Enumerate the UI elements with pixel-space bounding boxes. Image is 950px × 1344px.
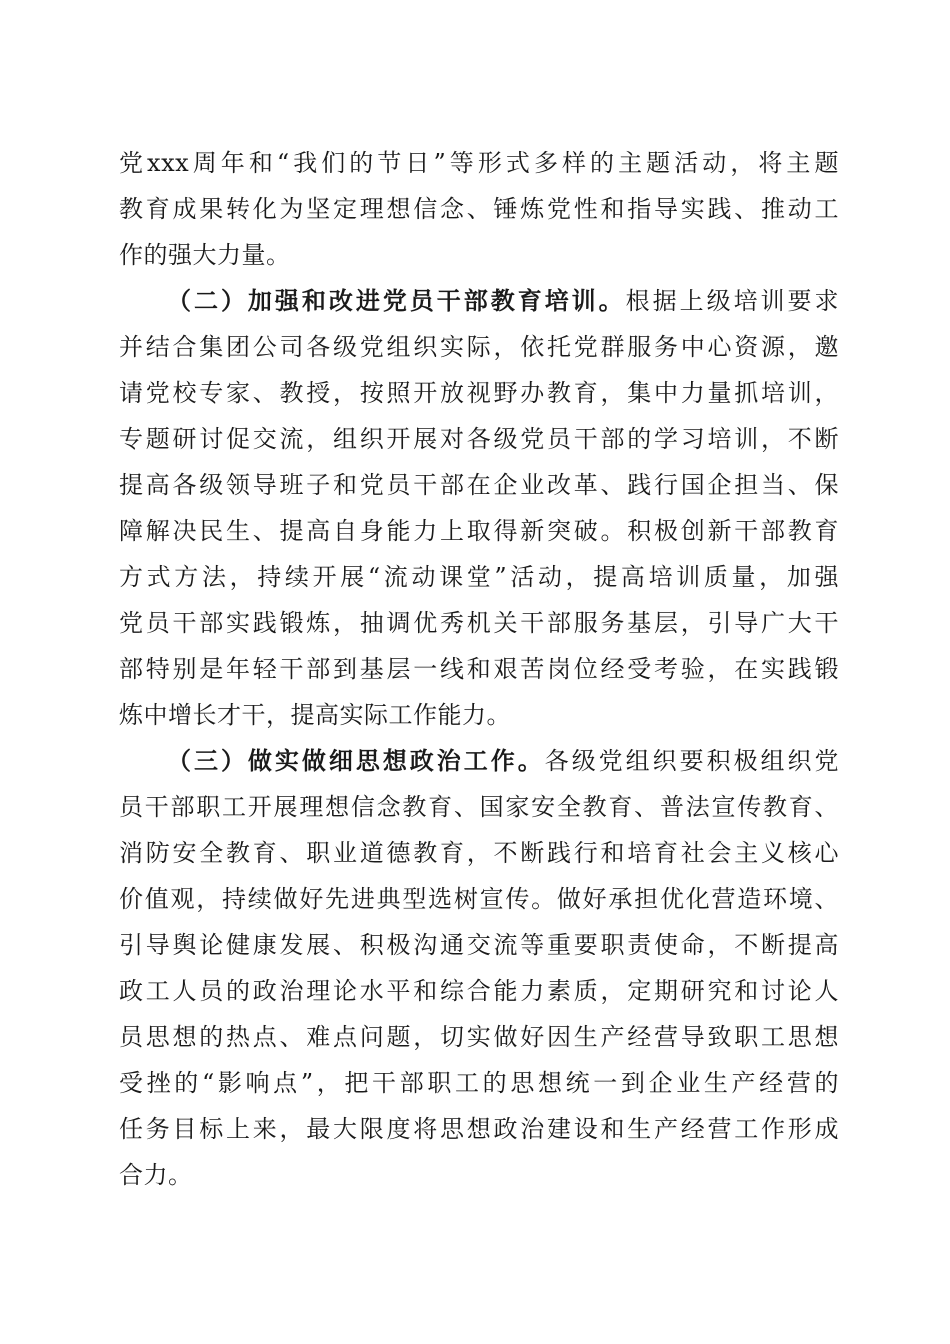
- text-run: 根据上级培训要求: [625, 287, 840, 315]
- text-run: 各级党组织要积极组织党: [544, 747, 840, 775]
- section-heading: （二）加强和改进党员干部教育培训。: [167, 286, 626, 315]
- text-line: 政工人员的政治理论水平和综合能力素质，定期研究和讨论人: [119, 977, 839, 1005]
- text-line: 请党校专家、教授，按照开放视野办教育，集中力量抓培训，: [119, 379, 839, 407]
- paragraph-section-3: [119, 738, 839, 1198]
- text-line: 任务目标上来，最大限度将思想政治建设和生产经营工作形成: [119, 1115, 839, 1143]
- text-line: 障解决民生、提高自身能力上取得新突破。积极创新干部教育: [119, 517, 839, 545]
- text-line: 受挫的“影响点”，把干部职工的思想统一到企业生产经营的: [119, 1069, 839, 1097]
- text-line: 消防安全教育、职业道德教育，不断践行和培育社会主义核心: [119, 839, 839, 867]
- text-line: [119, 738, 839, 784]
- text-line: [119, 278, 839, 324]
- text-line: 提高各级领导班子和党员干部在企业改革、践行国企担当、保: [119, 471, 839, 499]
- text-line: 引导舆论健康发展、积极沟通交流等重要职责使命，不断提高: [119, 931, 839, 959]
- text-line: 员干部职工开展理想信念教育、国家安全教育、普法宣传教育、: [119, 793, 839, 821]
- paragraph-section-2: [119, 278, 839, 738]
- text-line: 党xxx周年和“我们的节日”等形式多样的主题活动，将主题: [119, 149, 839, 177]
- text-line: 炼中增长才干，提高实际工作能力。: [119, 701, 511, 729]
- text-line: 专题研讨促交流，组织开展对各级党员干部的学习培训，不断: [119, 425, 839, 453]
- text-line: 部特别是年轻干部到基层一线和艰苦岗位经受考验，在实践锻: [119, 655, 839, 683]
- text-line: 员思想的热点、难点问题，切实做好因生产经营导致职工思想: [119, 1023, 839, 1051]
- section-heading: （三）做实做细思想政治工作。: [167, 746, 545, 775]
- text-line: 党员干部实践锻炼，抽调优秀机关干部服务基层，引导广大干: [119, 609, 839, 637]
- document-body: [119, 140, 839, 1198]
- text-line: 教育成果转化为坚定理想信念、锤炼党性和指导实践、推动工: [119, 195, 839, 223]
- text-line: 作的强大力量。: [119, 241, 291, 269]
- text-line: 并结合集团公司各级党组织实际，依托党群服务中心资源，邀: [119, 333, 839, 361]
- text-line: 价值观，持续做好先进典型选树宣传。做好承担优化营造环境、: [119, 885, 839, 913]
- text-line: 合力。: [119, 1161, 193, 1189]
- text-line: 方式方法，持续开展“流动课堂”活动，提高培训质量，加强: [119, 563, 839, 591]
- paragraph-continuation: [119, 140, 839, 278]
